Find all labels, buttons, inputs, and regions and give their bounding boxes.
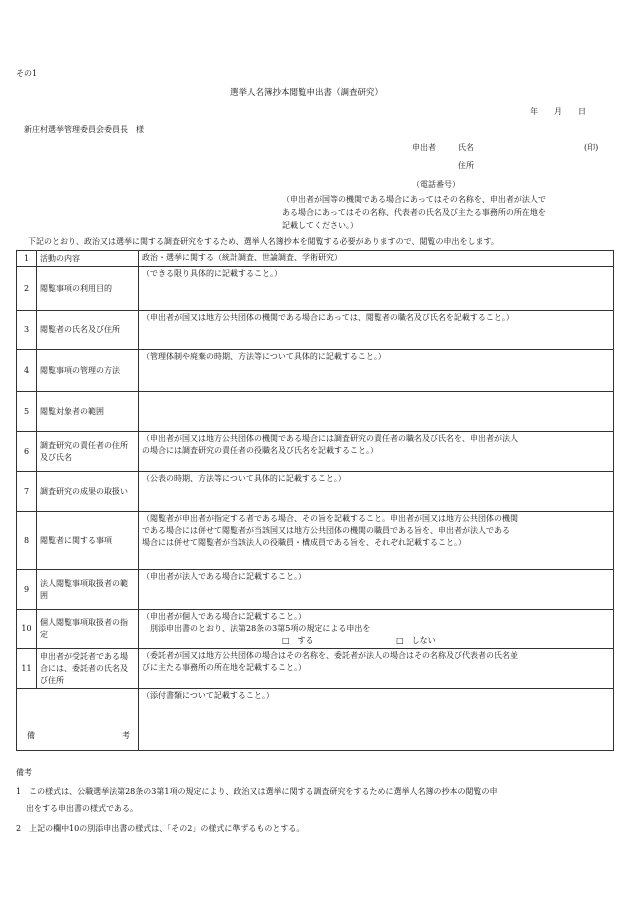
row-content[interactable] [139,392,614,432]
row-text: （管理体制や廃棄の時期、方法等について具体的に記載すること。） [142,352,386,361]
form-number: その1 [16,69,38,78]
table-row [17,267,614,311]
row-text: （申出者が個人である場合に記載すること。） [142,612,306,621]
row-number: 7 [17,472,37,512]
row-label: 閲覧対象者の範囲 [37,392,139,432]
row-text: （公表の時期、方法等について具体的に記載すること。） [142,474,346,483]
addressee: 新庄村選挙管理委員会委員長 様 [24,125,144,134]
row-content[interactable] [139,350,614,392]
row-label: 閲覧事項の管理の方法 [37,350,139,392]
row-label: 閲覧者に関する事項 [37,512,139,570]
row-number: 2 [17,267,37,311]
row-number: 6 [17,432,37,472]
biko-label-cell [17,689,139,751]
row-label: 法人閲覧事項取扱者の範囲 [37,570,139,610]
biko-label-right: 考 [122,731,130,740]
row-text: 政治・選挙に関する（統計調査、世論調査、学術研究） [142,253,342,262]
row-label: 個人閲覧事項取扱者の指定 [37,610,139,649]
row-text: （できる限り具体的に記載すること。） [142,269,282,278]
row-text: （添付書類について記載すること。） [142,691,274,700]
row-number: 8 [17,512,37,570]
applicant-address-label: 住所 [458,161,474,170]
applicant-note [282,193,546,232]
checkbox-line [142,635,610,647]
row-number: 4 [17,350,37,392]
row-number: 10 [17,610,37,649]
footer-note-1-cont: 出をする申出書の様式である。 [26,804,138,813]
row-content[interactable] [139,267,614,311]
table-row [17,350,614,392]
table-row [17,689,614,751]
row-number: 9 [17,570,37,610]
table-row [17,570,614,610]
row-text: の場合には調査研究の責任者の役職名及び氏名を記載すること。） [142,446,378,455]
row-label: 調査研究の責任者の住所及び氏名 [37,432,139,472]
row-content[interactable] [139,610,614,649]
row-content[interactable] [139,472,614,512]
application-form-table [16,250,614,751]
row-label: 申出者が受託者である場合には、委託者の氏名及び住所 [37,649,139,689]
row-text: である場合には併せて閲覧者が当該国又は地方公共団体の機関の職員である旨を、申出者が法人である [142,526,510,535]
applicant-note-line: （申出者が国等の機関である場合にあってはその名称を、申出者が法人で [282,195,546,204]
applicant-note-line: ある場合にあってはその名称、代表者の氏名及び主たる事務所の所在地を [282,208,546,217]
checkbox-yes[interactable]: □ する [282,636,314,645]
footer-note-2: 2 上記の欄中10の別添申出書の様式は、「その2」の様式に準ずるものとする。 [16,824,305,833]
table-row [17,311,614,350]
row-number: 3 [17,311,37,350]
intro-text: 下記のとおり、政治又は選挙に関する調査研究をするため、選挙人名簿抄本を閲覧する必要がありますので、閲覧の申出をします。 [28,237,499,246]
row-content[interactable] [139,311,614,350]
applicant-role-label: 申出者 [412,143,436,152]
row-label: 活動の内容 [37,251,139,267]
row-text: びに主たる事務所の所在地を記載すること。） [142,663,306,672]
row-content[interactable] [139,649,614,689]
seal-mark: (印) [584,143,599,152]
row-label: 調査研究の成果の取扱い [37,472,139,512]
row-number: 5 [17,392,37,432]
row-text: （閲覧者が申出者が指定する者である場合、その旨を記載すること。申出者が国又は地方公共団体の機関 [142,514,518,523]
date-label: 年 月 日 [530,107,586,116]
row-text: 場合には併せて閲覧者が当該法人の役職員・構成員である旨を、それぞれ記載すること。） [142,538,466,547]
footer-title: 備考 [16,768,32,777]
table-row [17,472,614,512]
row-label: 閲覧者の氏名及び住所 [37,311,139,350]
table-row [17,649,614,689]
checkbox-no[interactable]: □ しない [396,636,436,645]
row-text: （申出者が国又は地方公共団体の機関である場合には調査研究の責任者の職名及び氏名を、申出者が法人 [142,434,518,443]
table-row [17,392,614,432]
document-title: 選挙人名簿抄本閲覧申出書（調査研究） [230,88,384,98]
row-content[interactable] [139,251,614,267]
table-row [17,512,614,570]
applicant-phone-label: （電話番号） [412,180,460,189]
table-row [17,432,614,472]
biko-label-left: 備 [27,731,35,740]
row-content[interactable] [139,512,614,570]
row-number: 1 [17,251,37,267]
row-content[interactable] [139,432,614,472]
row-text: （申出者が国又は地方公共団体の機関である場合にあっては、閲覧者の職名及び氏名を記載すること。） [142,313,514,322]
row-label: 閲覧事項の利用目的 [37,267,139,311]
row-number: 11 [17,649,37,689]
row-text: （委託者が国又は地方公共団体の場合はその名称を、委託者が法人の場合はその名称及び代表者の氏名並 [142,651,518,660]
applicant-name-label: 氏名 [458,143,474,152]
row-content[interactable] [139,689,614,751]
row-text: 別添申出書のとおり、法第28条の3第5項の規定による申出を [142,624,371,633]
table-row [17,610,614,649]
row-text: （申出者が法人である場合に記載すること。） [142,572,306,581]
row-content[interactable] [139,570,614,610]
footer-note-1: 1 この様式は、公職選挙法第28条の3第1項の規定により、政治又は選挙に関する調査研究をするために選挙人名簿の抄本の閲覧の申 [16,787,498,796]
table-row [17,251,614,267]
applicant-note-line: 記載してください。） [282,221,358,230]
